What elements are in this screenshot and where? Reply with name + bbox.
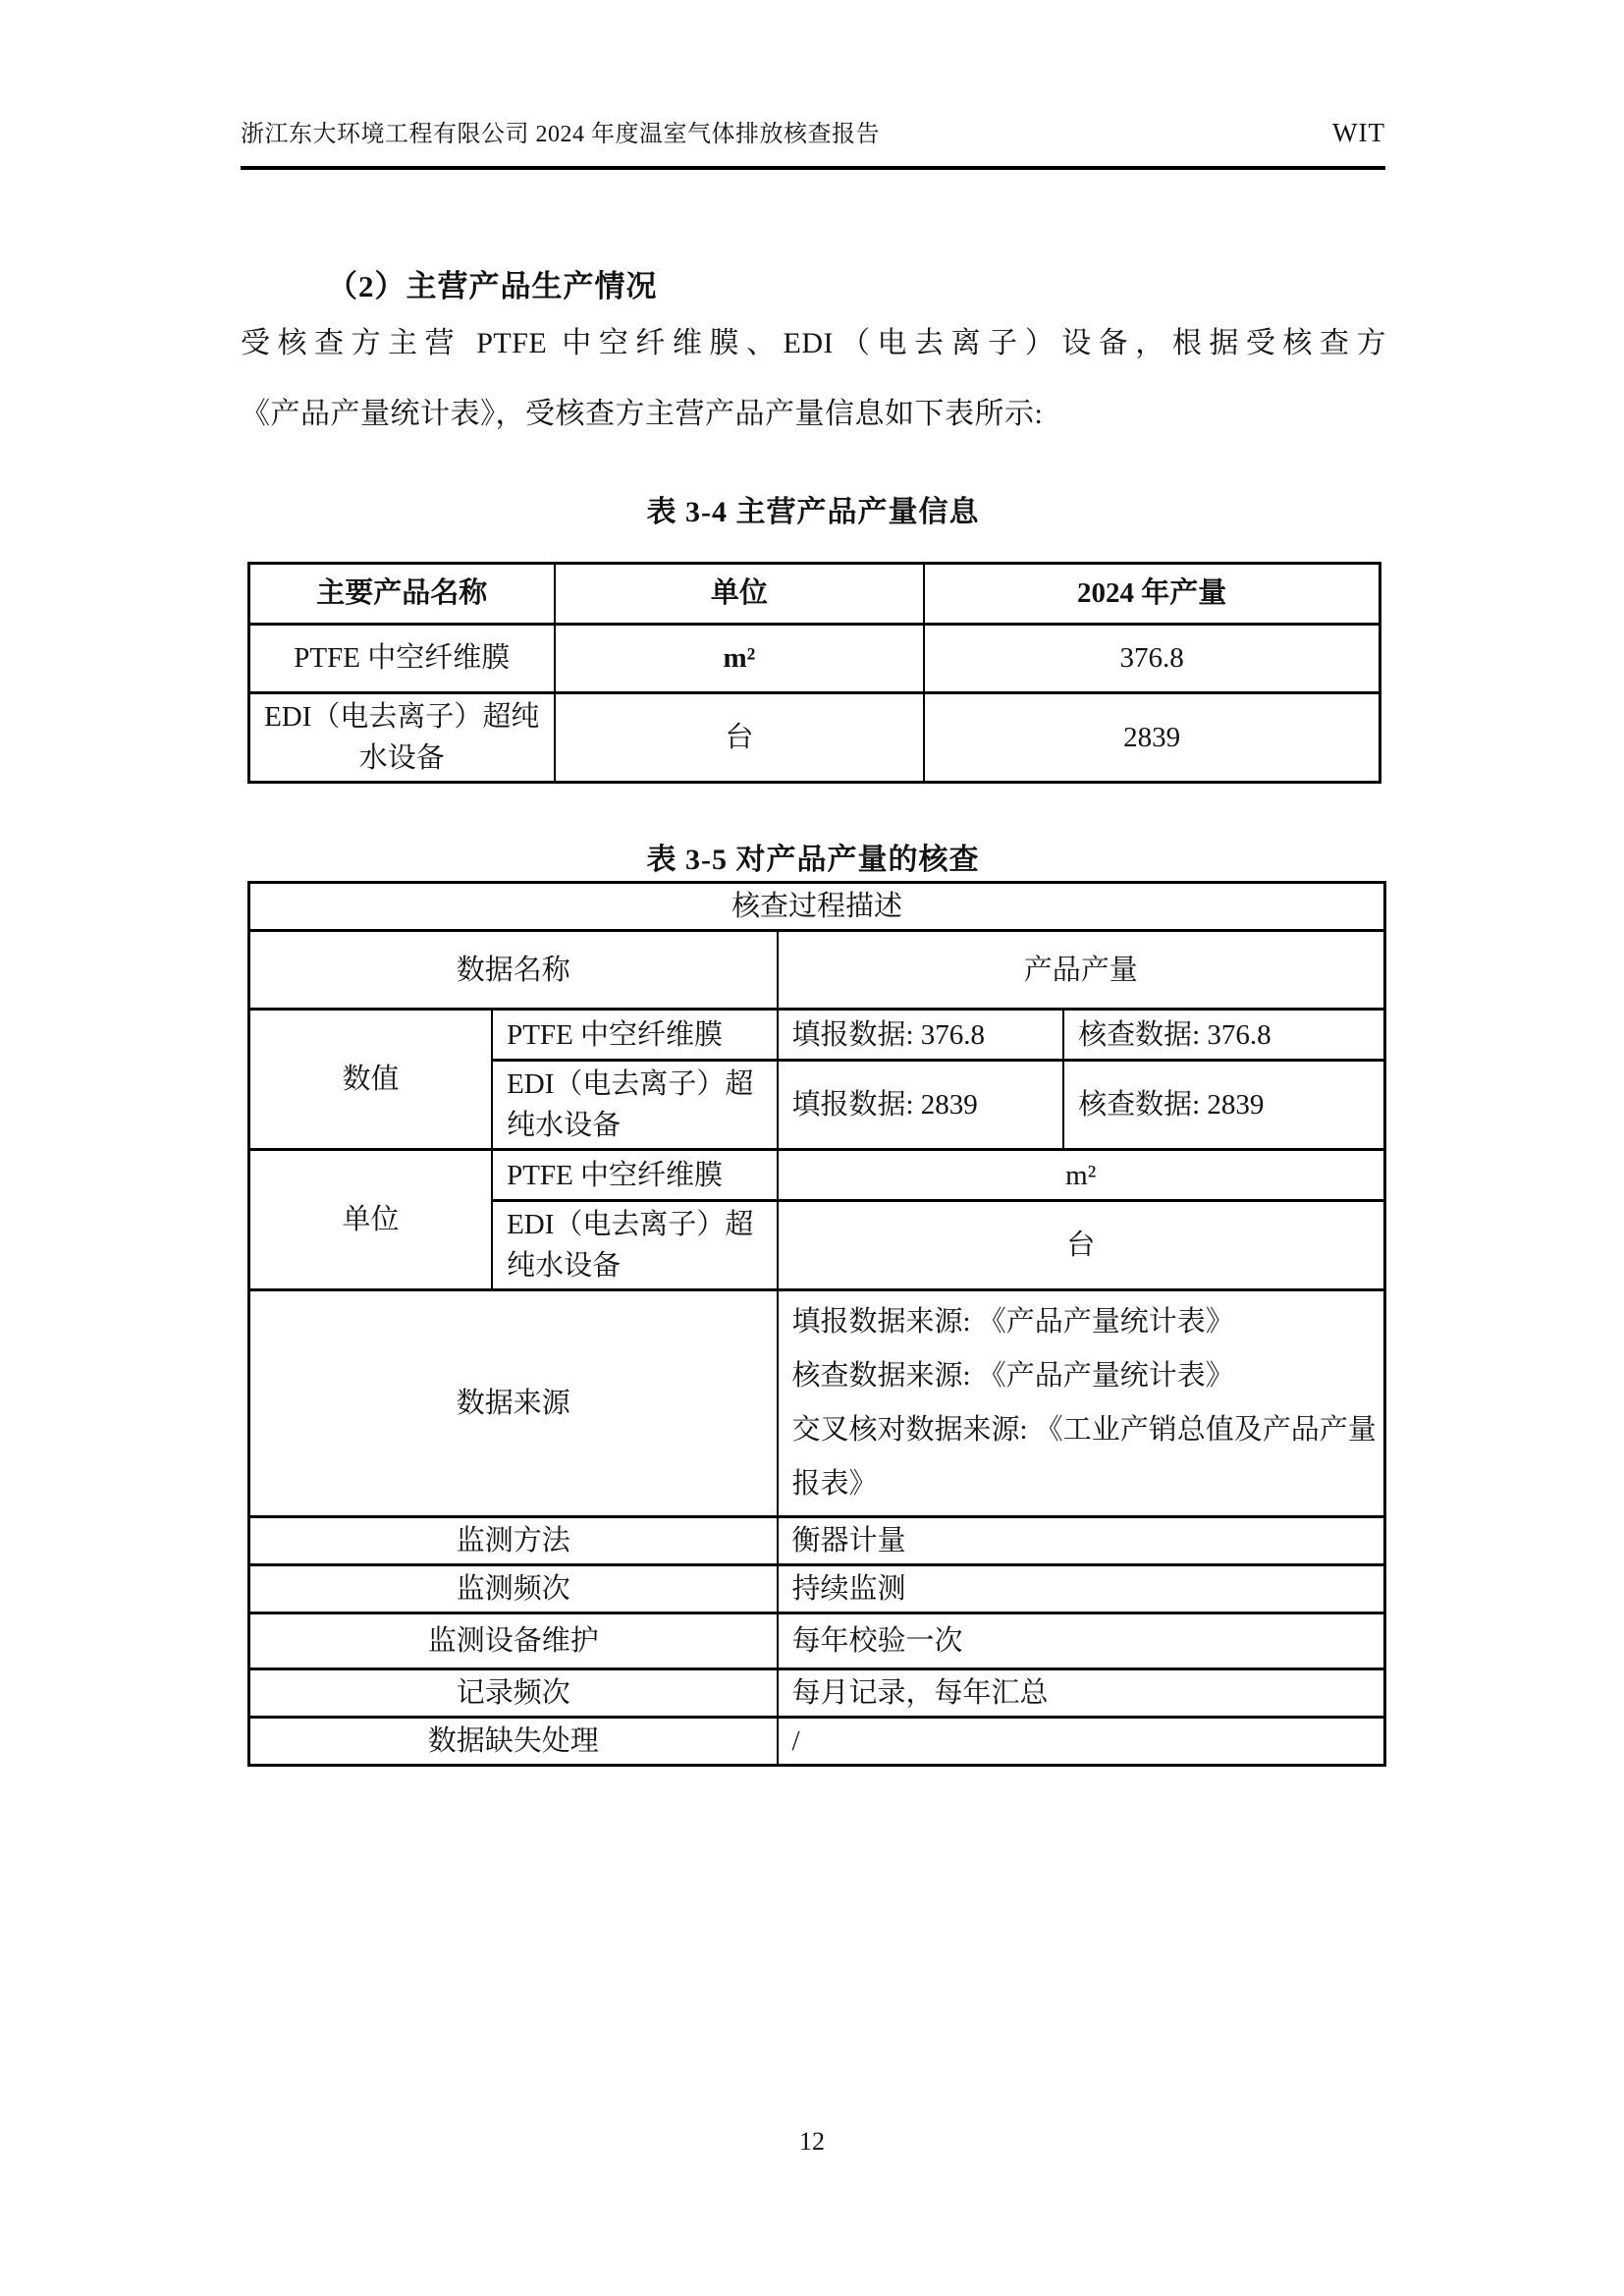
cell-verified-value: 核查数据: 376.8 [1063,1010,1384,1061]
cell-monitoring-label: 监测方法 [249,1517,778,1565]
data-source-line: 填报数据来源: 《产品产量统计表》 [791,1306,1234,1339]
table-row [249,1517,1385,1565]
column-header-2024-output: 2024 年产量 [924,564,1380,625]
cell-product-label: EDI（电去离子）超纯水设备 [492,1061,777,1150]
cell-monitoring-label: 记录频次 [249,1669,778,1718]
cell-verified-value: 核查数据: 2839 [1063,1061,1384,1150]
column-header-unit: 单位 [555,564,925,625]
page-number: 12 [799,2127,825,2156]
table-row [249,883,1385,931]
table-3-4-title: 表 3-4 主营产品产量信息 [646,496,980,528]
cell-unit-value: m² [778,1150,1385,1201]
column-header-product-name: 主要产品名称 [249,564,555,625]
table-row [249,1150,1385,1201]
table-3-5-title: 表 3-5 对产品产量的核查 [646,844,980,876]
data-source-line: 交叉核对数据来源: 《工业产销总值及产品产量报表》 [791,1414,1377,1501]
cell-product-name: PTFE 中空纤维膜 [249,625,555,693]
cell-value-section-label: 数值 [249,1010,493,1150]
section-heading: （2）主营产品生产情况 [327,269,658,303]
table-row [249,1565,1385,1613]
table-row [249,625,1380,693]
cell-output: 376.8 [924,625,1380,693]
table-row [249,693,1380,783]
cell-unit: 台 [555,693,925,783]
header-logo-text: WIT [1332,118,1385,147]
cell-product-label: EDI（电去离子）超纯水设备 [492,1201,777,1290]
cell-monitoring-value: 衡器计量 [778,1517,1385,1565]
table-row [249,1718,1385,1766]
cell-monitoring-value: 持续监测 [778,1565,1385,1613]
cell-reported-value: 填报数据: 376.8 [778,1010,1064,1061]
cell-data-name-value: 产品产量 [778,931,1385,1010]
data-source-line: 核查数据来源: 《产品产量统计表》 [791,1360,1234,1393]
cell-monitoring-label: 监测频次 [249,1565,778,1613]
cell-data-sources [778,1290,1385,1517]
cell-data-source-label: 数据来源 [249,1290,778,1517]
cell-unit-section-label: 单位 [249,1150,493,1290]
cell-unit-value: 台 [778,1201,1385,1290]
cell-monitoring-value: 每月记录，每年汇总 [778,1669,1385,1718]
cell-product-name: EDI（电去离子）超纯水设备 [249,693,555,783]
paragraph-line-2: 《产品产量统计表》，受核查方主营产品产量信息如下表所示: [241,398,1044,430]
header-report-title: 浙江东大环境工程有限公司 2024 年度温室气体排放核查报告 [241,122,880,147]
cell-monitoring-value: / [778,1718,1385,1766]
table-3-4-product-output [247,562,1381,784]
table-row [249,1669,1385,1718]
table-3-5-verification [247,881,1386,1767]
cell-product-label: PTFE 中空纤维膜 [492,1010,777,1061]
table-row [249,1290,1385,1517]
page-header [241,114,1385,170]
cell-monitoring-value: 每年校验一次 [778,1613,1385,1669]
cell-monitoring-label: 监测设备维护 [249,1613,778,1669]
cell-reported-value: 填报数据: 2839 [778,1061,1064,1150]
cell-unit: m² [555,625,925,693]
table-row [249,1613,1385,1669]
table-row [249,1010,1385,1061]
paragraph-line-1: 受核查方主营 PTFE 中空纤维膜、EDI（电去离子）设备，根据受核查方 [241,327,1386,359]
table-row [249,564,1380,625]
cell-product-label: PTFE 中空纤维膜 [492,1150,777,1201]
cell-data-name-label: 数据名称 [249,931,778,1010]
table-row [249,931,1385,1010]
cell-monitoring-label: 数据缺失处理 [249,1718,778,1766]
cell-verification-process-header: 核查过程描述 [249,883,1385,931]
cell-output: 2839 [924,693,1380,783]
